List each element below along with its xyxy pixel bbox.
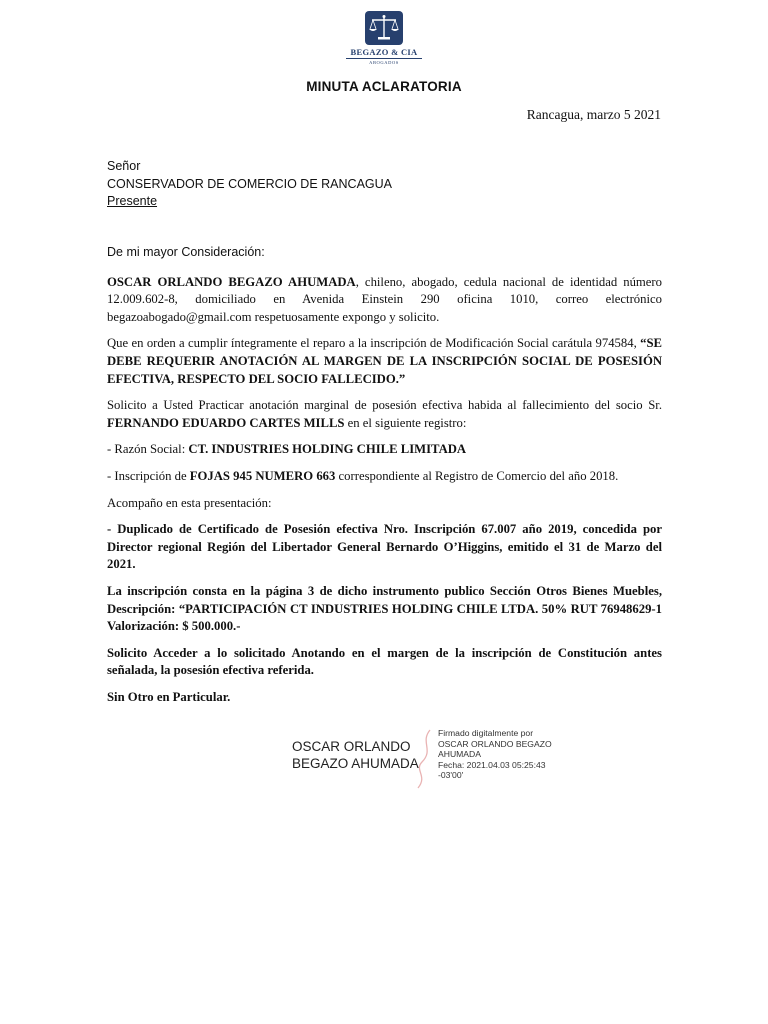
document-date: Rancagua, marzo 5 2021 [526,107,661,122]
signature-detail-line: OSCAR ORLANDO BEGAZO [438,738,552,749]
signature-mark-icon [410,728,438,790]
acompano-text: Acompaño en esta presentación: [107,495,272,510]
signature-detail-line: Fecha: 2021.04.03 05:25:43 [438,759,546,770]
letter-body [107,244,662,715]
inscripcion-consta-paragraph [107,583,662,636]
closing-paragraph [107,689,662,707]
signature-detail-line: Firmado digitalmente por [438,728,534,738]
solicito-acceder-text: Solicito Acceder a lo solicitado Anotando en el margen de la inscripción de Constitución antes señalada, la posesión efectiva referida. [107,645,662,678]
document-title: MINUTA ACLARATORIA [306,79,462,94]
intro-text: , chileno, abogado, cedula nacional de identidad número 12.009.602-8, domiciliado en Avenida Einstein 290 oficina 1010, correo electrónico begazoabogado@gmail.com respetuosamente expongo y solicito. [107,274,662,324]
inscripcion-fojas: FOJAS 945 NUMERO 663 [189,468,336,483]
razon-social-label: - Razón Social: [107,442,189,457]
duplicado-text: - Duplicado de Certificado de Posesión efectiva Nro. Inscripción 67.007 año 2019, concedida por Director regional Región del Libertador General Bernardo O’Higgins, emitido el 31 de Marzo del 2021. [107,522,662,572]
solicito-paragraph [107,397,662,432]
firm-logo-tagline: ABOGADOS [369,60,399,65]
intro-paragraph [107,274,662,327]
solicito-text: Solicito a Usted Practicar anotación marginal de posesión efectiva habida al fallecimiento del socio Sr. [107,398,662,413]
signature-details [438,728,552,781]
solicito-socio: FERNANDO EDUARDO CARTES MILLS [107,415,345,430]
solicito-text-end: en el siguiente registro: [344,415,467,430]
solicito-acceder-paragraph [107,645,662,680]
addressee-block [107,158,392,211]
inscripcion-consta-text: La inscripción consta en la página 3 de dicho instrumento publico Sección Otros Bienes Muebles, Descripción: “PARTICIPACIÓN CT INDUSTRIES HOLDING CHILE LTDA. 50% RUT 76948629-1 Valorización: $ 500.000.- [107,583,662,634]
signature-detail-line: -03'00' [438,770,464,781]
reparo-quote: “SE DEBE REQUERIR ANOTACIÓN AL MARGEN DE LA INSCRIPCIÓN SOCIAL DE POSESIÓN EFECTIVA, RESPECTO DEL SOCIO FALLECIDO.” [107,336,662,386]
addressee-salutation: Señor [107,159,141,173]
closing-text: Sin Otro en Particular. [107,689,231,704]
inscripcion-paragraph [107,468,662,486]
inscripcion-text1: - Inscripción de [107,468,190,483]
addressee-presente: Presente [107,194,158,208]
razon-social-value: CT. INDUSTRIES HOLDING CHILE LIMITADA [188,442,467,457]
firm-logo [334,10,434,65]
greeting-text: De mi mayor Consideración: [107,245,265,259]
firm-logo-divider [346,58,422,59]
signature-name [292,738,419,772]
intro-name: OSCAR ORLANDO BEGAZO AHUMADA [107,274,356,289]
digital-signature [292,726,592,816]
signature-detail-line: AHUMADA [438,749,481,760]
duplicado-paragraph [107,521,662,574]
reparo-paragraph [107,335,662,388]
firm-logo-name: BEGAZO & CIA [350,47,418,57]
signature-name-line1: OSCAR ORLANDO [292,739,411,754]
signature-name-line2: BEGAZO AHUMADA [292,756,419,771]
acompano-paragraph [107,495,662,513]
inscripcion-text2: correspondiente al Registro de Comercio del año 2018. [335,468,619,483]
reparo-text: Que en orden a cumplir íntegramente el reparo a la inscripción de Modificación Social carátula 974584, [107,336,641,351]
razon-social-paragraph [107,441,662,459]
greeting [107,244,662,262]
addressee-office: CONSERVADOR DE COMERCIO DE RANCAGUA [107,176,392,191]
scales-of-justice-icon [364,10,404,46]
